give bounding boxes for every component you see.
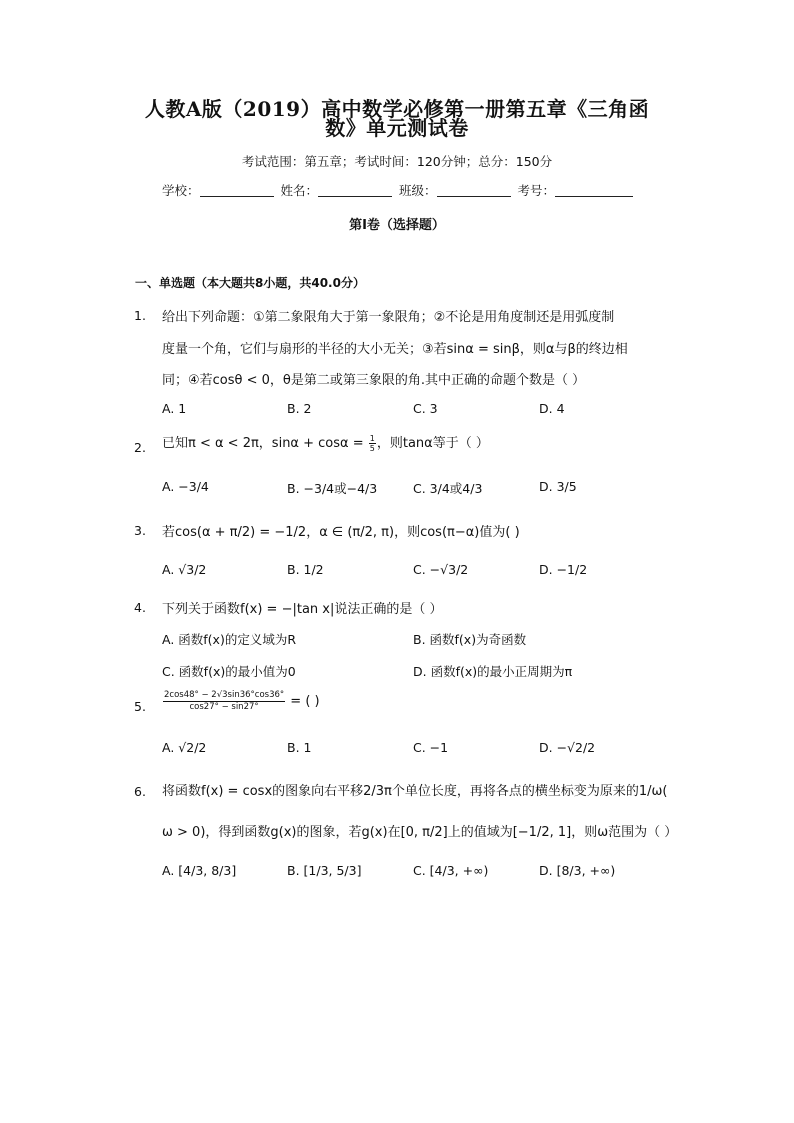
section-title: 一、单选题（本大题共8小题，共40.0分）	[135, 276, 365, 290]
question-4-stem: 下列关于函数f(x) = −|tan x|说法正确的是（ ）	[162, 602, 443, 617]
question-2-stem-a: 已知π < α < 2π，sinα + cosα =	[162, 436, 368, 451]
question-4-option-a[interactable]: A. 函数f(x)的定义域为R	[162, 632, 297, 647]
question-5-tail: = ( )	[286, 694, 320, 709]
question-4-option-d[interactable]: D. 函数f(x)的最小正周期为π	[413, 664, 573, 679]
number-label: 考号：	[517, 183, 556, 198]
question-2-stem-b: ，则tanα等于（ ）	[376, 436, 489, 451]
school-label: 学校：	[162, 183, 200, 198]
number-field[interactable]	[555, 184, 633, 197]
school-field[interactable]	[200, 184, 274, 197]
question-5-denominator: cos27° − sin27°	[189, 702, 259, 712]
question-1-line1: 给出下列命题：①第二象限角大于第一象限角；②不论是用角度制还是用弧度制	[162, 310, 615, 325]
question-1-option-b[interactable]: B. 2	[287, 401, 312, 416]
question-2-fraction-num: 1	[369, 434, 375, 443]
question-3-number: 3.	[134, 523, 146, 538]
question-2-stem	[162, 432, 489, 453]
question-5-option-a[interactable]: A. √2/2	[162, 740, 207, 755]
question-5-option-d[interactable]: D. −√2/2	[539, 740, 596, 755]
question-2-option-d[interactable]: D. 3/5	[539, 479, 577, 494]
question-3-option-c[interactable]: C. −√3/2	[413, 562, 469, 577]
question-3-option-b[interactable]: B. 1/2	[287, 562, 324, 577]
question-4-option-b[interactable]: B. 函数f(x)为奇函数	[413, 632, 527, 647]
question-1-option-c[interactable]: C. 3	[413, 401, 438, 416]
class-field[interactable]	[437, 184, 511, 197]
question-2-fraction	[369, 434, 376, 453]
question-2-number: 2.	[134, 440, 146, 455]
question-2-option-a[interactable]: A. −3/4	[162, 479, 209, 494]
student-info-row	[162, 181, 636, 199]
question-5-numerator: 2cos48° − 2√3sin36°cos36°	[164, 690, 285, 700]
name-field[interactable]	[318, 184, 392, 197]
question-2-option-c[interactable]: C. 3/4或4/3	[413, 481, 483, 496]
volume-title: 第I卷（选择题）	[349, 218, 445, 233]
question-6-option-c[interactable]: C. [4/3, +∞)	[413, 863, 489, 878]
exam-title-line2: 数》单元测试卷	[325, 116, 469, 140]
question-5-fraction	[163, 690, 285, 713]
question-2-option-b[interactable]: B. −3/4或−4/3	[287, 481, 378, 496]
question-6-line2: ω > 0)，得到函数g(x)的图象，若g(x)在[0, π/2]上的值域为[−1/2, 1]，则ω范围为（ ）	[162, 825, 678, 840]
question-6-number: 6.	[134, 784, 146, 799]
question-1-line2: 度量一个角，它们与扇形的半径的大小无关；③若sinα = sinβ，则α与β的终边相	[162, 342, 628, 357]
exam-title-line1: 人教A版（2019）高中数学必修第一册第五章《三角函	[144, 97, 650, 121]
question-5-stem	[162, 690, 320, 713]
question-3-stem: 若cos(α + π/2) = −1/2，α ∈ (π/2, π)，则cos(π−α)值为( )	[162, 525, 520, 540]
question-3-option-a[interactable]: A. √3/2	[162, 562, 207, 577]
question-1-number: 1.	[134, 308, 146, 323]
question-4-number: 4.	[134, 600, 146, 615]
exam-info: 考试范围：第五章；考试时间：120分钟；总分：150分	[241, 154, 553, 169]
question-4-option-c[interactable]: C. 函数f(x)的最小值为0	[162, 664, 296, 679]
question-2-fraction-den: 5	[369, 444, 375, 453]
question-6-option-b[interactable]: B. [1/3, 5/3]	[287, 863, 362, 878]
question-5-option-c[interactable]: C. −1	[413, 740, 449, 755]
question-6-option-d[interactable]: D. [8/3, +∞)	[539, 863, 616, 878]
question-1-option-d[interactable]: D. 4	[539, 401, 565, 416]
question-5-number: 5.	[134, 699, 146, 714]
question-6-line1: 将函数f(x) = cosx的图象向右平移2/3π个单位长度，再将各点的横坐标变为原来的1/ω(	[162, 784, 668, 799]
question-5-option-b[interactable]: B. 1	[287, 740, 312, 755]
question-1-line3: 同；④若cosθ < 0，θ是第二或第三象限的角.其中正确的命题个数是（ ）	[162, 373, 586, 388]
question-6-option-a[interactable]: A. [4/3, 8/3]	[162, 863, 237, 878]
class-label: 班级：	[399, 183, 437, 198]
name-label: 姓名：	[280, 183, 319, 198]
question-3-option-d[interactable]: D. −1/2	[539, 562, 588, 577]
question-1-option-a[interactable]: A. 1	[162, 401, 187, 416]
